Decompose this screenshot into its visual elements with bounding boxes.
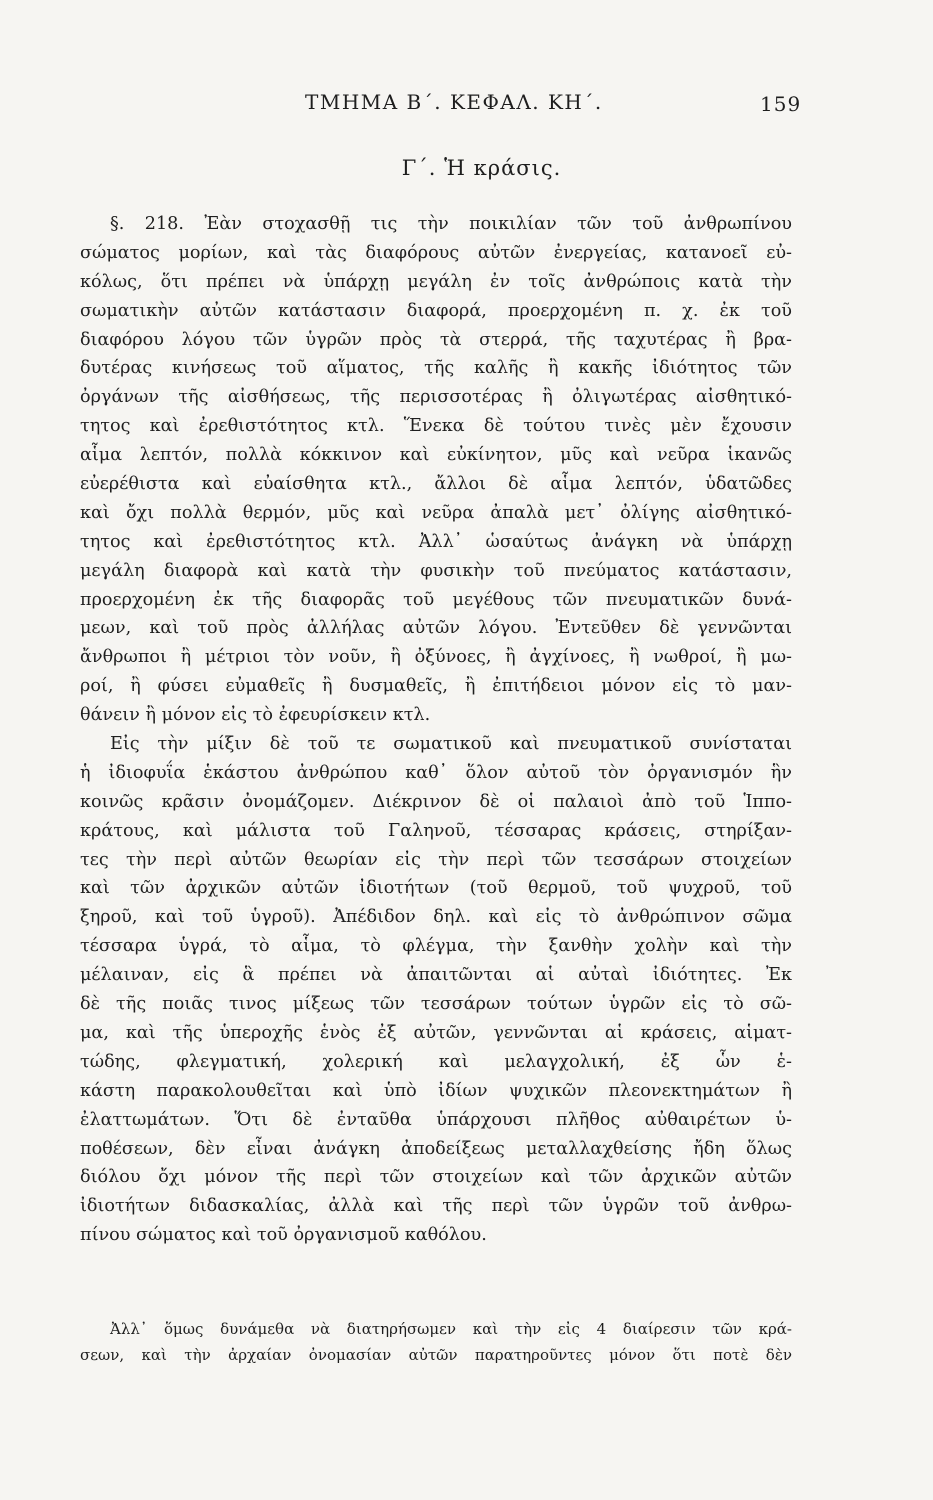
running-title: ΤΜΗΜΑ Β΄. ΚΕΦΑΛ. ΚΗ΄. bbox=[305, 90, 603, 114]
text-line: ξηροῦ, καὶ τοῦ ὑγροῦ). Ἀπέδιδον δηλ. καὶ εἰς τὸ ἀνθρώπινον σῶμα bbox=[80, 907, 792, 928]
text-line: ὀργάνων τῆς αἰσθήσεως, τῆς περισσοτέρας ἢ ὀλιγωτέρας αἰσθητικό- bbox=[80, 387, 792, 408]
text-line: ροί, ἢ φύσει εὐμαθεῖς ἢ δυσμαθεῖς, ἢ ἐπιτήδειοι μόνον εἰς τὸ μαν- bbox=[80, 676, 792, 697]
text-line: μα, καὶ τῆς ὑπεροχῆς ἑνὸς ἐξ αὐτῶν, γεννῶνται αἱ κράσεις, αἱματ- bbox=[80, 1022, 792, 1043]
text-line: σώματος μορίων, καὶ τὰς διαφόρους αὐτῶν ἐνεργείας, κατανοεῖ εὐ- bbox=[80, 242, 792, 263]
text-line: μεων, καὶ τοῦ πρὸς ἀλλήλας αὐτῶν λόγου. Ἐντεῦθεν δὲ γεννῶνται bbox=[80, 618, 792, 639]
body-text bbox=[80, 210, 792, 1250]
text-line: κράτους, καὶ μάλιστα τοῦ Γαληνοῦ, τέσσαρας κράσεις, στηρίξαν- bbox=[80, 820, 792, 841]
text-line: εὐερέθιστα καὶ εὐαίσθητα κτλ., ἄλλοι δὲ αἷμα λεπτόν, ὑδατῶδες bbox=[80, 474, 792, 495]
text-line: §. 218. Ἐὰν στοχασθῇ τις τὴν ποικιλίαν τῶν τοῦ ἀνθρωπίνου bbox=[110, 214, 792, 234]
text-line: πίνου σώματος καὶ τοῦ ὀργανισμοῦ καθόλου. bbox=[80, 1225, 487, 1246]
text-line: θάνειν ἢ μόνον εἰς τὸ ἐφευρίσκειν κτλ. bbox=[80, 705, 431, 726]
text-line: ἄνθρωποι ἢ μέτριοι τὸν νοῦν, ἢ ὀξύνοες, ἢ ἀγχίνοες, ἢ νωθροί, ἢ μω- bbox=[80, 647, 792, 668]
text-line: ἐλαττωμάτων. Ὅτι δὲ ἐνταῦθα ὑπάρχουσι πλῆθος αὐθαιρέτων ὑ- bbox=[80, 1109, 792, 1130]
text-line: καὶ τῶν ἀρχικῶν αὐτῶν ἰδιοτήτων (τοῦ θερμοῦ, τοῦ ψυχροῦ, τοῦ bbox=[80, 878, 792, 899]
text-line: τώδης, φλεγματική, χολερική καὶ μελαγχολική, ἐξ ὧν ἑ- bbox=[80, 1051, 792, 1072]
page-number: 159 bbox=[760, 92, 802, 116]
text-line: καὶ ὄχι πολλὰ θερμόν, μῦς καὶ νεῦρα ἀπαλὰ μετ᾽ ὀλίγης αἰσθητικό- bbox=[80, 502, 792, 523]
section-heading: Γ΄. Ἡ κράσις. bbox=[401, 156, 562, 180]
text-line: ποθέσεων, δὲν εἶναι ἀνάγκη ἀποδείξεως μεταλλαχθείσης ἤδη ὅλως bbox=[80, 1138, 792, 1159]
footnote-block bbox=[80, 1316, 792, 1368]
text-line: δὲ τῆς ποιᾶς τινος μίξεως τῶν τεσσάρων τούτων ὑγρῶν εἰς τὸ σῶ- bbox=[80, 994, 792, 1015]
text-line: τητος καὶ ἐρεθιστότητος κτλ. Ἀλλ᾽ ὡσαύτως ἀνάγκη νὰ ὑπάρχῃ bbox=[80, 531, 792, 552]
text-line: ἰδιοτήτων διδασκαλίας, ἀλλὰ καὶ τῆς περὶ τῶν ὑγρῶν τοῦ ἀνθρω- bbox=[80, 1196, 792, 1217]
text-line: τητος καὶ ἐρεθιστότητος κτλ. Ἕνεκα δὲ τούτου τινὲς μὲν ἔχουσιν bbox=[80, 416, 792, 437]
text-line: ἡ ἰδιοφυΐα ἑκάστου ἀνθρώπου καθ᾽ ὅλον αὐτοῦ τὸν ὀργανισμόν ἣν bbox=[80, 762, 792, 783]
text-line: προερχομένη ἐκ τῆς διαφορᾶς τοῦ μεγέθους τῶν πνευματικῶν δυνά- bbox=[80, 589, 792, 610]
text-line: σωματικὴν αὐτῶν κατάστασιν διαφορά, προερχομένη π. χ. ἐκ τοῦ bbox=[80, 300, 792, 321]
text-line: δυτέρας κινήσεως τοῦ αἵματος, τῆς καλῆς ἢ κακῆς ἰδιότητος τῶν bbox=[80, 358, 792, 379]
text-line: αἷμα λεπτόν, πολλὰ κόκκινον καὶ εὐκίνητον, μῦς καὶ νεῦρα ἱκανῶς bbox=[80, 445, 792, 466]
text-line: τες τὴν περὶ αὐτῶν θεωρίαν εἰς τὴν περὶ τῶν τεσσάρων στοιχείων bbox=[80, 849, 792, 870]
text-line: κάστη παρακολουθεῖται καὶ ὑπὸ ἰδίων ψυχικῶν πλεονεκτημάτων ἢ bbox=[80, 1080, 792, 1101]
text-line: Εἰς τὴν μίξιν δὲ τοῦ τε σωματικοῦ καὶ πνευματικοῦ συνίσταται bbox=[110, 734, 792, 755]
text-line: μέλαιναν, εἰς ἃ πρέπει νὰ ἀπαιτῶνται αἱ αὐταὶ ἰδιότητες. Ἐκ bbox=[80, 965, 792, 986]
running-head bbox=[0, 90, 933, 120]
text-line: τέσσαρα ὑγρά, τὸ αἷμα, τὸ φλέγμα, τὴν ξανθὴν χολὴν καὶ τὴν bbox=[80, 936, 792, 957]
footnote-line: σεων, καὶ τὴν ἀρχαίαν ὀνομασίαν αὐτῶν παρατηροῦντες μόνον ὅτι ποτὲ δὲν bbox=[80, 1346, 792, 1364]
text-line: διαφόρου λόγου τῶν ὑγρῶν πρὸς τὰ στερρά, τῆς ταχυτέρας ἢ βρα- bbox=[80, 329, 792, 350]
text-line: μεγάλη διαφορὰ καὶ κατὰ τὴν φυσικὴν τοῦ πνεύματος κατάστασιν, bbox=[80, 560, 792, 581]
text-line: κοινῶς κρᾶσιν ὀνομάζομεν. Διέκρινον δὲ οἱ παλαιοὶ ἀπὸ τοῦ Ἱππο- bbox=[80, 791, 792, 812]
footnote-line: Ἀλλ᾽ ὅμως δυνάμεθα νὰ διατηρήσωμεν καὶ τὴν εἰς 4 διαίρεσιν τῶν κρά- bbox=[110, 1320, 792, 1338]
text-line: διόλου ὄχι μόνον τῆς περὶ τῶν στοιχείων καὶ τῶν ἀρχικῶν αὐτῶν bbox=[80, 1167, 792, 1188]
text-line: κόλως, ὅτι πρέπει νὰ ὑπάρχῃ μεγάλη ἐν τοῖς ἀνθρώποις κατὰ τὴν bbox=[80, 271, 792, 292]
